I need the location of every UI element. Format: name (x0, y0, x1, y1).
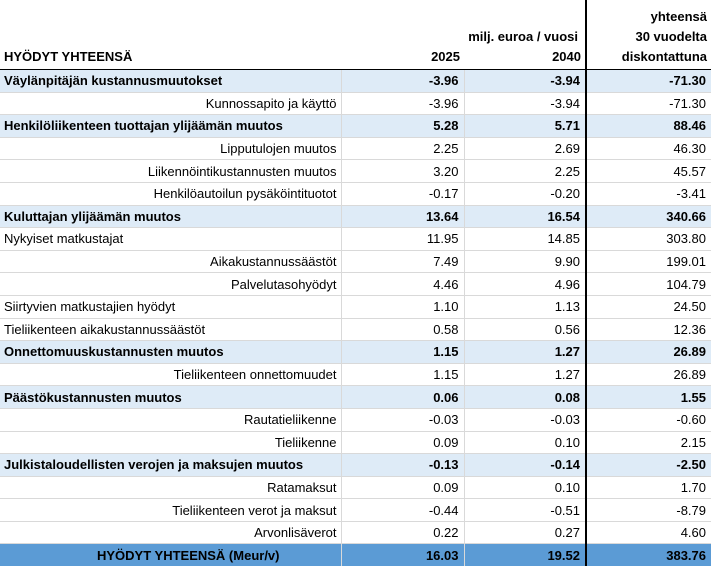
table-row (0, 205, 711, 228)
total-header-line3: diskontattuna (621, 49, 707, 64)
value-2040: 14.85 (464, 228, 586, 251)
row-label: Väylänpitäjän kustannusmuutokset (0, 70, 341, 93)
table-row (0, 137, 711, 160)
row-label: Liikennöintikustannusten muutos (0, 160, 341, 183)
total-header-line1: yhteensä (650, 9, 707, 24)
total-row (0, 544, 711, 566)
total-header-line2: 30 vuodelta (635, 29, 707, 44)
value-2040: 2.69 (464, 137, 586, 160)
value-2040: 0.10 (464, 431, 586, 454)
value-2025: 1.15 (341, 341, 464, 364)
value-2025: 11.95 (341, 228, 464, 251)
value-total: 12.36 (586, 318, 711, 341)
value-total: 88.46 (586, 115, 711, 138)
value-2025: 0.22 (341, 521, 464, 544)
row-label: Tieliikenne (0, 431, 341, 454)
value-total: -3.41 (586, 182, 711, 205)
year-2040-label: 2040 (552, 49, 581, 64)
row-label: Tieliikenteen verot ja maksut (0, 499, 341, 522)
table-row (0, 341, 711, 364)
table-row (0, 454, 711, 477)
table-row (0, 228, 711, 251)
value-2025: 0.09 (341, 431, 464, 454)
value-2040: 0.27 (464, 521, 586, 544)
value-2040: -0.03 (464, 408, 586, 431)
value-2025: 1.15 (341, 363, 464, 386)
header-row (0, 0, 711, 70)
value-2040: -0.14 (464, 454, 586, 477)
table-row (0, 386, 711, 409)
value-2040: 9.90 (464, 250, 586, 273)
table-row (0, 521, 711, 544)
table-row (0, 182, 711, 205)
value-2025: -0.03 (341, 408, 464, 431)
value-2040: 4.96 (464, 273, 586, 296)
total-label: HYÖDYT YHTEENSÄ (Meur/v) (0, 544, 341, 566)
value-2025: -3.96 (341, 70, 464, 93)
value-2025: 13.64 (341, 205, 464, 228)
value-2025: -0.13 (341, 454, 464, 477)
table-row (0, 363, 711, 386)
row-label: Julkistaloudellisten verojen ja maksujen muutos (0, 454, 341, 477)
value-2025: 0.06 (341, 386, 464, 409)
value-2025: 5.28 (341, 115, 464, 138)
row-label: Lipputulojen muutos (0, 137, 341, 160)
value-2025: 0.58 (341, 318, 464, 341)
table-row (0, 273, 711, 296)
row-label: Kuluttajan ylijäämän muutos (0, 205, 341, 228)
row-label: Päästökustannusten muutos (0, 386, 341, 409)
table-row (0, 318, 711, 341)
row-label: Tieliikenteen onnettomuudet (0, 363, 341, 386)
value-2040: 1.13 (464, 295, 586, 318)
row-label: Henkilöautoilun pysäköintituotot (0, 182, 341, 205)
row-label: Ratamaksut (0, 476, 341, 499)
value-2040: 1.27 (464, 341, 586, 364)
value-total: -71.30 (586, 92, 711, 115)
total-sum: 383.76 (586, 544, 711, 566)
value-total: 45.57 (586, 160, 711, 183)
row-label: Palvelutasohyödyt (0, 273, 341, 296)
table-row (0, 160, 711, 183)
value-2040: -3.94 (464, 92, 586, 115)
value-2040: -0.51 (464, 499, 586, 522)
row-label: Siirtyvien matkustajien hyödyt (0, 295, 341, 318)
unit-label: milj. euroa / vuosi (468, 29, 578, 44)
year-2025-label: 2025 (431, 49, 460, 64)
value-2040: 0.56 (464, 318, 586, 341)
value-2025: 1.10 (341, 295, 464, 318)
value-2025: 2.25 (341, 137, 464, 160)
value-total: 199.01 (586, 250, 711, 273)
value-2025: -0.17 (341, 182, 464, 205)
table-row (0, 431, 711, 454)
value-2025: 7.49 (341, 250, 464, 273)
table-row (0, 476, 711, 499)
value-total: 46.30 (586, 137, 711, 160)
row-label: Henkilöliikenteen tuottajan ylijäämän muutos (0, 115, 341, 138)
value-2025: -3.96 (341, 92, 464, 115)
total-2025: 16.03 (341, 544, 464, 566)
value-2040: 1.27 (464, 363, 586, 386)
row-label: Aikakustannussäästöt (0, 250, 341, 273)
value-total: 4.60 (586, 521, 711, 544)
table-row (0, 295, 711, 318)
value-2025: 0.09 (341, 476, 464, 499)
row-label: Nykyiset matkustajat (0, 228, 341, 251)
value-total: 26.89 (586, 341, 711, 364)
value-2040: 0.10 (464, 476, 586, 499)
header-total (586, 0, 711, 70)
value-2040: -3.94 (464, 70, 586, 93)
value-total: -2.50 (586, 454, 711, 477)
value-total: 1.55 (586, 386, 711, 409)
row-label: Kunnossapito ja käyttö (0, 92, 341, 115)
value-total: -71.30 (586, 70, 711, 93)
value-total: 1.70 (586, 476, 711, 499)
row-label: Arvonlisäverot (0, 521, 341, 544)
row-label: Onnettomuuskustannusten muutos (0, 341, 341, 364)
value-total: -8.79 (586, 499, 711, 522)
total-2040: 19.52 (464, 544, 586, 566)
value-total: 340.66 (586, 205, 711, 228)
value-total: -0.60 (586, 408, 711, 431)
table-row (0, 250, 711, 273)
table-row (0, 115, 711, 138)
table-row (0, 70, 711, 93)
row-label: Rautatieliikenne (0, 408, 341, 431)
value-total: 104.79 (586, 273, 711, 296)
value-2040: 2.25 (464, 160, 586, 183)
value-total: 24.50 (586, 295, 711, 318)
value-total: 26.89 (586, 363, 711, 386)
table-row (0, 408, 711, 431)
value-2025: 4.46 (341, 273, 464, 296)
table-title: HYÖDYT YHTEENSÄ (0, 0, 341, 70)
value-2025: -0.44 (341, 499, 464, 522)
value-2040: 5.71 (464, 115, 586, 138)
value-2025: 3.20 (341, 160, 464, 183)
value-2040: 16.54 (464, 205, 586, 228)
value-total: 2.15 (586, 431, 711, 454)
value-2040: 0.08 (464, 386, 586, 409)
table-row (0, 92, 711, 115)
value-2040: -0.20 (464, 182, 586, 205)
row-label: Tieliikenteen aikakustannussäästöt (0, 318, 341, 341)
value-total: 303.80 (586, 228, 711, 251)
table-row (0, 499, 711, 522)
